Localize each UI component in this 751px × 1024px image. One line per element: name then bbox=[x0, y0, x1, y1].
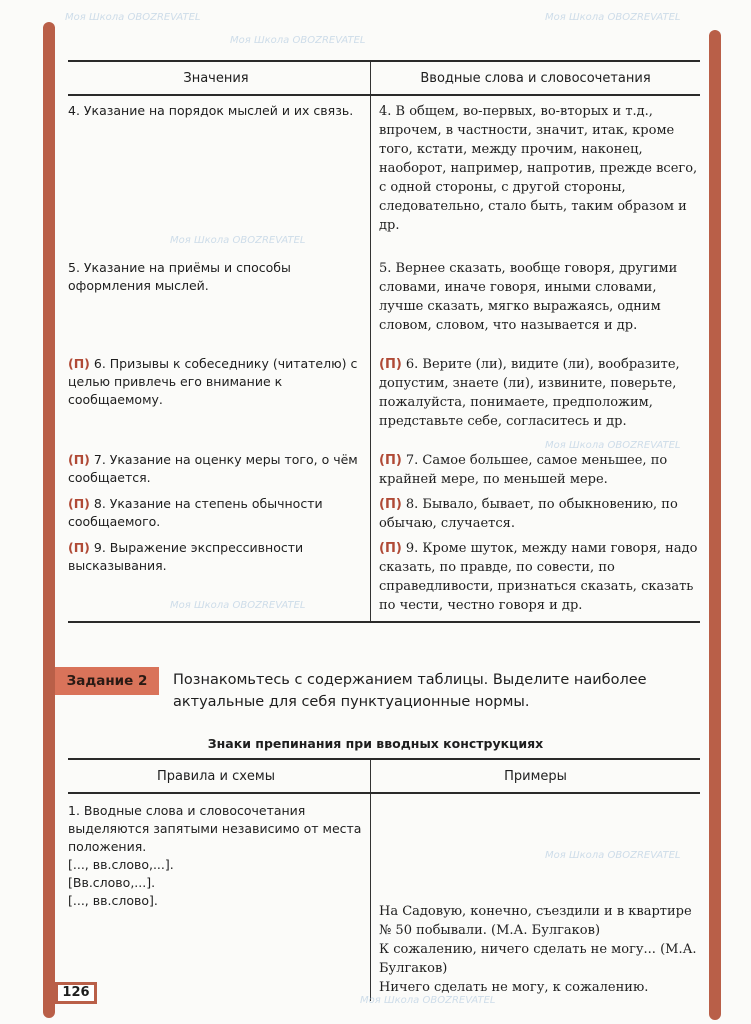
p-mark: (П) bbox=[379, 453, 402, 468]
example-line: На Садовую, конечно, съездили и в квартире № 50 побывали. (М.А. Булгаков) bbox=[379, 904, 692, 938]
watermark: Моя Школа OBOZREVATEL bbox=[170, 235, 306, 246]
table-row bbox=[68, 489, 700, 533]
p-mark: (П) bbox=[68, 356, 90, 371]
p-mark: (П) bbox=[68, 540, 90, 555]
scheme-line: [Вв.слово,...]. bbox=[68, 875, 156, 890]
example-line: Ничего сделать не могу, к сожалению. bbox=[379, 980, 649, 995]
table-row bbox=[68, 249, 700, 349]
p-mark: (П) bbox=[379, 541, 402, 556]
scheme-line: [..., вв.слово,...]. bbox=[68, 857, 174, 872]
task-badge: Задание 2 bbox=[55, 667, 159, 695]
meaning-cell: (П) 9. Выражение экспрессивности высказывания. bbox=[68, 533, 371, 622]
meaning-cell: (П) 6. Призывы к собеседнику (читателю) с целью привлечь его внимание к сообщаемому. bbox=[68, 349, 371, 445]
p-mark: (П) bbox=[68, 452, 90, 467]
table-header-row bbox=[68, 61, 700, 95]
p-mark: (П) bbox=[379, 497, 402, 512]
meaning-cell: (П) 8. Указание на степень обычности сообщаемого. bbox=[68, 489, 371, 533]
watermark: Моя Школа OBOZREVATEL bbox=[65, 12, 201, 23]
meaning-cell: 5. Указание на приёмы и способы оформления мыслей. bbox=[68, 249, 371, 349]
page-number: 126 bbox=[55, 982, 97, 1004]
watermark: Моя Школа OBOZREVATEL bbox=[545, 12, 681, 23]
rule-text: 1. Вводные слова и словосочетания выделяются запятыми независимо от места положения. bbox=[68, 803, 362, 854]
header-meanings: Значения bbox=[68, 61, 371, 95]
words-cell: (П) 6. Верите (ли), видите (ли), вообразите, допустим, знаете (ли), извините, поверьте, пожалуйста, понимаете, предположим, представьте себе, согласитесь и др. bbox=[379, 357, 680, 429]
table-row bbox=[68, 349, 700, 445]
table-row bbox=[68, 533, 700, 622]
watermark: Моя Школа OBOZREVATEL bbox=[360, 995, 496, 1006]
left-page-edge-bar bbox=[43, 22, 55, 1018]
watermark: Моя Школа OBOZREVATEL bbox=[545, 850, 681, 861]
table-row bbox=[68, 95, 700, 249]
table-row bbox=[68, 793, 700, 1001]
table2-title: Знаки препинания при вводных конструкциях bbox=[207, 736, 544, 751]
words-cell: 4. В общем, во-первых, во-вторых и т.д., впрочем, в частности, значит, итак, кроме того, кстати, между прочим, наконец, наоборот, например, напротив, прежде всего, с одной стороны, с другой стороны, следовательно, стало быть, таким образом и др. bbox=[379, 104, 698, 233]
punctuation-rules-table bbox=[68, 758, 700, 1001]
words-cell: (П) 9. Кроме шуток, между нами говоря, надо сказать, по правде, по совести, по справедливости, признаться сказать, сказать по чести, честно говоря и др. bbox=[379, 541, 698, 613]
header-examples: Примеры bbox=[371, 759, 701, 793]
words-cell: (П) 8. Бывало, бывает, по обыкновению, по обычаю, случается. bbox=[379, 497, 678, 531]
watermark: Моя Школа OBOZREVATEL bbox=[545, 440, 681, 451]
header-rules: Правила и схемы bbox=[68, 759, 371, 793]
watermark: Моя Школа OBOZREVATEL bbox=[170, 600, 306, 611]
p-mark: (П) bbox=[68, 496, 90, 511]
task-text: Познакомьтесь с содержанием таблицы. Выделите наиболее актуальные для себя пунктуационные нормы. bbox=[173, 672, 647, 710]
rule-cell bbox=[68, 793, 371, 1001]
right-page-edge-bar bbox=[709, 30, 721, 1020]
table-header-row bbox=[68, 759, 700, 793]
p-mark: (П) bbox=[379, 357, 402, 372]
header-introductory-words: Вводные слова и словосочетания bbox=[371, 61, 701, 95]
examples-cell bbox=[371, 793, 701, 1001]
introductory-words-table bbox=[68, 60, 700, 623]
meaning-cell: 4. Указание на порядок мыслей и их связь. bbox=[68, 95, 371, 249]
words-cell: (П) 7. Самое большее, самое меньшее, по крайней мере, по меньшей мере. bbox=[379, 453, 668, 487]
scheme-line: [..., вв.слово]. bbox=[68, 893, 158, 908]
words-cell: 5. Вернее сказать, вообще говоря, другими словами, иначе говоря, иными словами, лучше сказать, мягко выражаясь, одним словом, словом, что называется и др. bbox=[379, 261, 678, 333]
example-line: К сожалению, ничего сделать не могу... (М.А. Булгаков) bbox=[379, 942, 697, 976]
meaning-cell: (П) 7. Указание на оценку меры того, о чём сообщается. bbox=[68, 445, 371, 489]
table-row bbox=[68, 445, 700, 489]
watermark: Моя Школа OBOZREVATEL bbox=[230, 35, 366, 46]
